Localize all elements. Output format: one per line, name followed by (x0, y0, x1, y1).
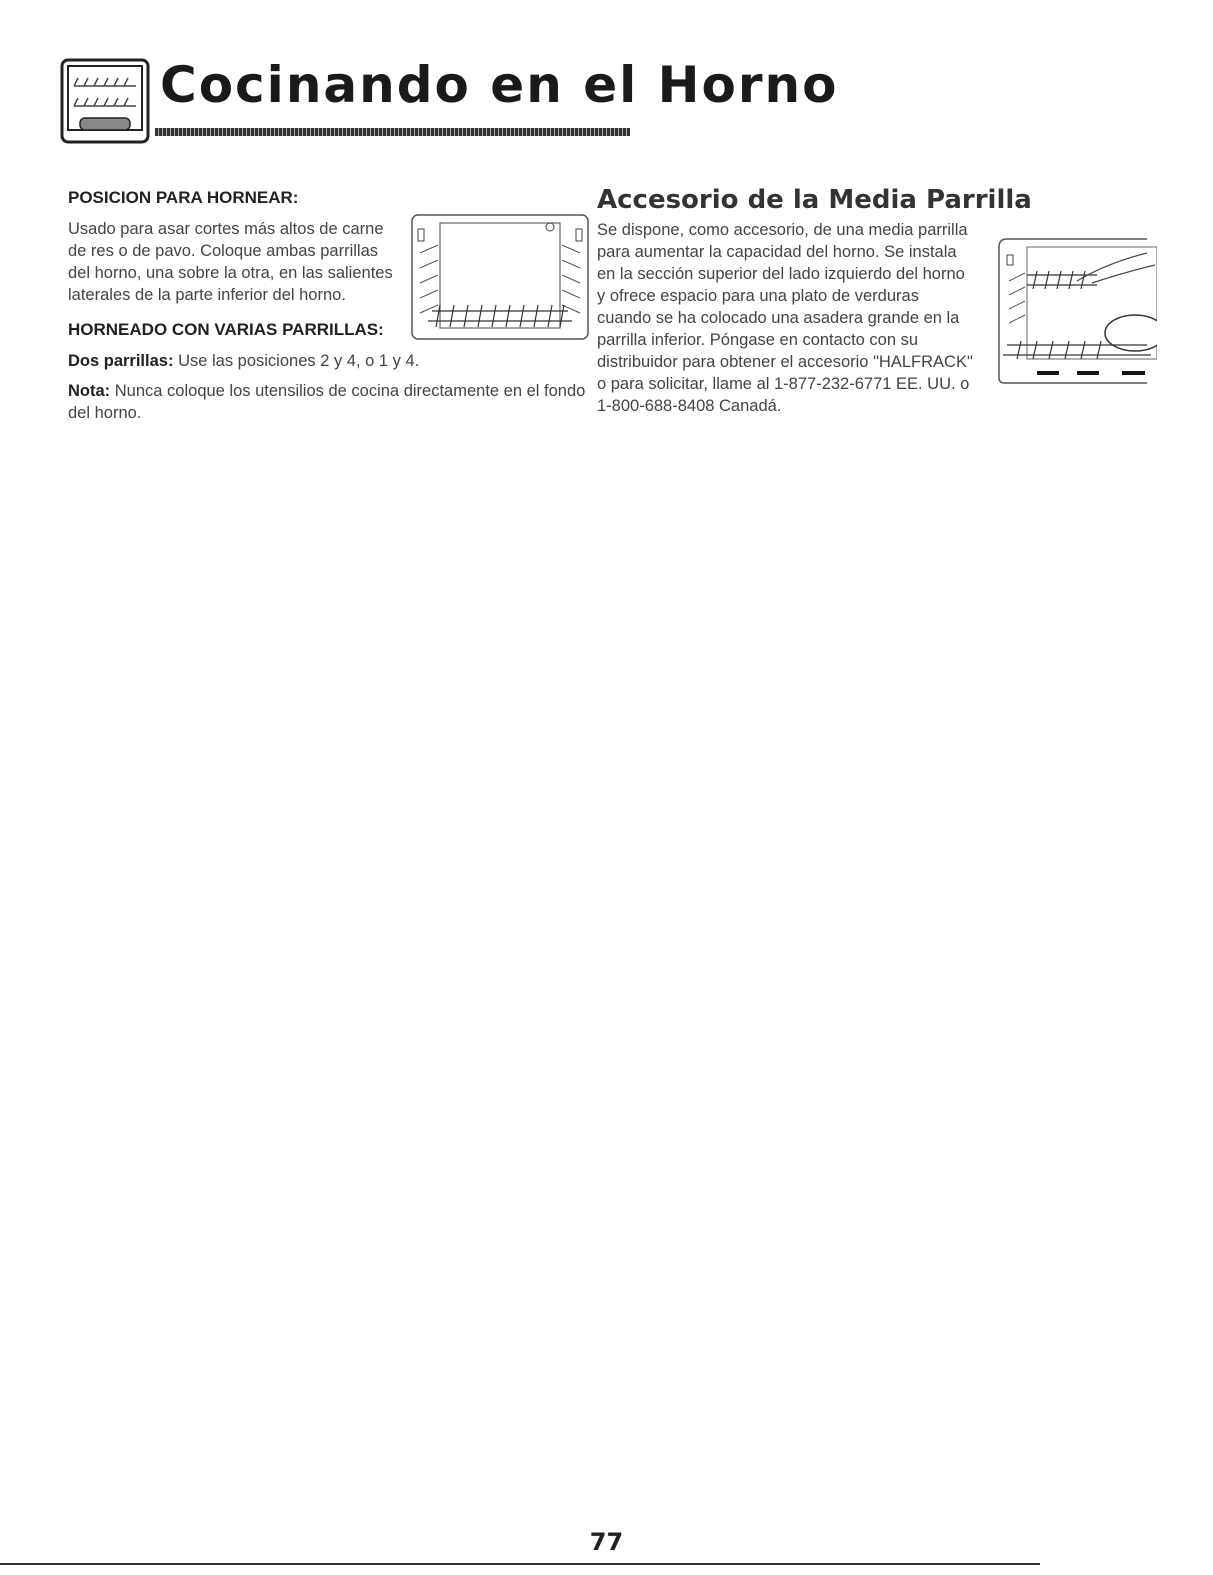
page-title: Cocinando en el Horno (160, 56, 839, 114)
two-racks-paragraph (68, 350, 588, 372)
oven-icon (60, 58, 150, 148)
oven-racks-illustration (410, 213, 590, 343)
page-number: 77 (589, 1528, 624, 1556)
baking-position-text: Usado para asar cortes más altos de carne de res o de pavo. Coloque ambas parrillas del horno, una sobre la otra, en las salientes laterales de la parte inferior del horno. (68, 220, 393, 304)
title-underline (155, 128, 630, 136)
note-text: Nunca coloque los utensilios de cocina directamente en el fondo del horno. (68, 382, 586, 422)
right-column (597, 186, 1197, 417)
note-label: Nota: (68, 382, 111, 400)
half-rack-illustration (997, 233, 1157, 388)
half-rack-title: Accesorio de la Media Parrilla (597, 185, 1032, 215)
two-racks-text: Use las posiciones 2 y 4, o 1 y 4. (178, 352, 420, 370)
bottom-rule (0, 1563, 1040, 1565)
left-column (68, 188, 588, 424)
page-header (60, 56, 839, 148)
note-paragraph (68, 380, 588, 424)
baking-position-heading: POSICION PARA HORNEAR: (68, 188, 299, 207)
two-racks-label: Dos parrillas: (68, 352, 174, 370)
half-rack-text: Se dispone, como accesorio, de una media parrilla para aumentar la capacidad del horno. Se instala en la sección superior del lado izquierdo del horno y ofrece espacio para una plato de verduras cuando se ha colocado una asadera grande en la parrilla inferior. Póngase en contacto con su distribuidor para obtener el accesorio "HALFRACK" o para solicitar, llame al 1-877-232-6771 EE. UU. o 1-800-688-8408 Canadá. (597, 220, 973, 415)
multiple-racks-heading: HORNEADO CON VARIAS PARRILLAS: (68, 320, 384, 339)
